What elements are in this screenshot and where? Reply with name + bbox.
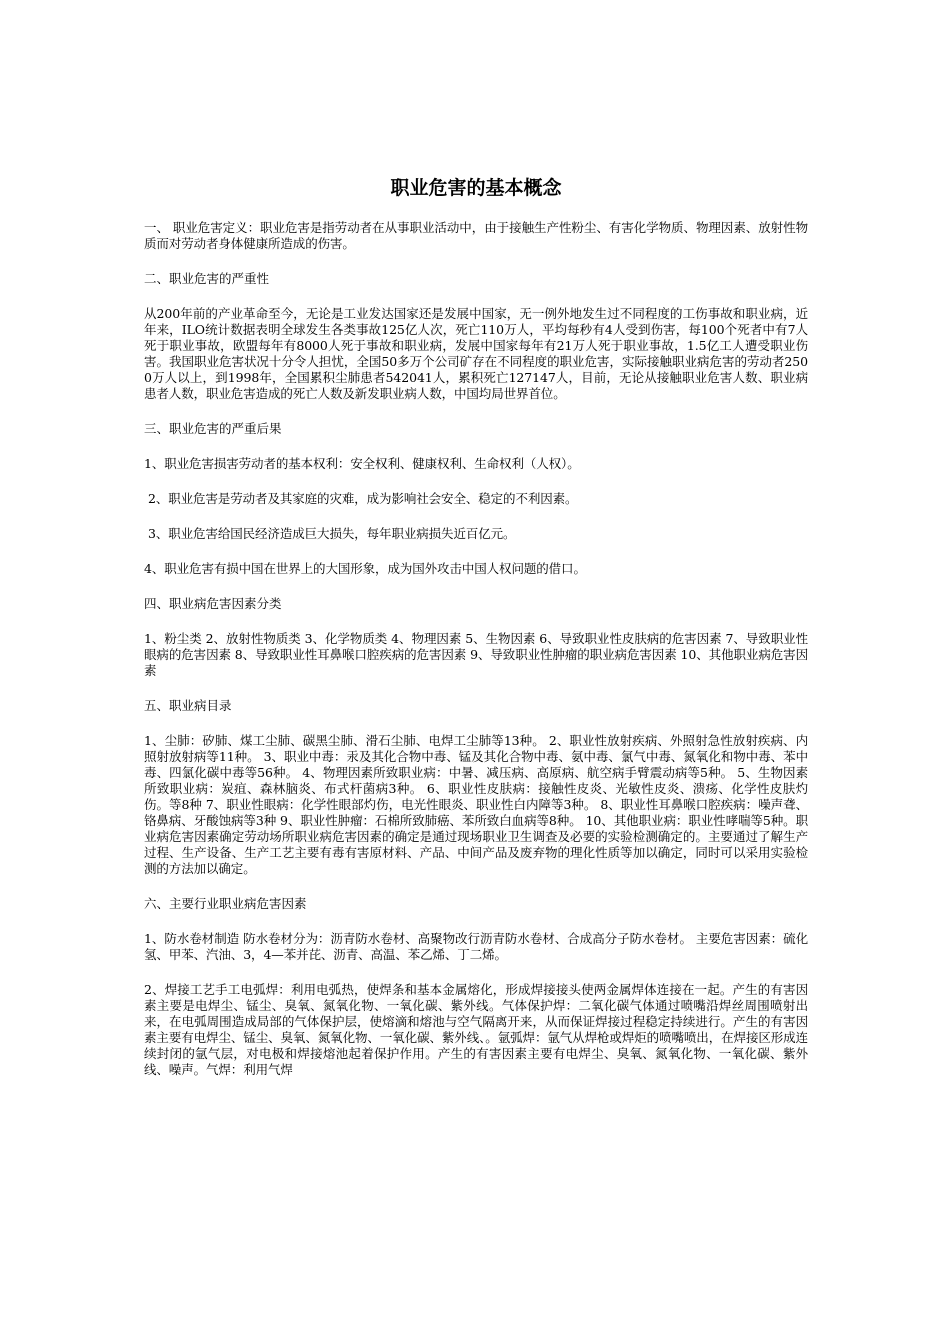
section-heading-severity: 二、职业危害的严重性 <box>144 271 270 286</box>
consequence-item-2: 2、职业危害是劳动者及其家庭的灾难，成为影响社会安全、稳定的不利因素。 <box>148 491 578 506</box>
catalog-paragraph: 1、尘肺：矽肺、煤工尘肺、碳黑尘肺、滑石尘肺、电焊工尘肺等13种。 2、职业性放射疾病、外照射急性放射疾病、内照射放射病等11种。 3、职业中毒：汞及其化合物中毒、锰及其化合物中毒、氨中毒、氯气中毒、氮氧化和物中毒、苯中毒、四氯化碳中毒等56种。 4、物理因素所致职业病：中暑、减压病、高原病、航空病手臂震动病等5种。 5、生物因素所致职业病：炭疽、森林脑炎、布式杆菌病3种。 6、职业性皮肤病：接触性皮炎、光敏性皮炎、溃疡、化学性皮肤灼伤。等8种 7、职业性眼病：化学性眼部灼伤，电光性眼炎、职业性白内障等3种。 8、职业性耳鼻喉口腔疾病：噪声聋、铬鼻病、牙酸蚀病等3种 9、职业性肿瘤：石棉所致肺癌、苯所致白血病等8种。 10、其他职业病：职业性哮喘等5种。职业病危害因素确定劳动场所职业病危害因素的确定是通过现场职业卫生调查及必要的实验检测确定的。主要通过了解生产过程、生产设备、生产工艺主要有毒有害原材料、产品、中间产品及废弃物的理化性质等加以确定，同时可以采用实验检测的方法加以确定。 <box>144 733 808 876</box>
industry-item-1: 1、防水卷材制造 防水卷材分为：沥青防水卷材、高聚物改行沥青防水卷材、合成高分子防水卷材。 主要危害因素：硫化氢、甲苯、汽油、3，4—苯并芘、沥青、高温、苯乙烯、丁二烯。 <box>144 931 808 962</box>
section-heading-consequences: 三、职业危害的严重后果 <box>144 421 282 436</box>
consequence-item-1: 1、职业危害损害劳动者的基本权利：安全权利、健康权利、生命权利（人权）。 <box>144 456 580 471</box>
section-heading-classification: 四、职业病危害因素分类 <box>144 596 282 611</box>
consequence-item-4: 4、职业危害有损中国在世界上的大国形象，成为国外攻击中国人权问题的借口。 <box>144 561 586 576</box>
section-heading-industries: 六、主要行业职业病危害因素 <box>144 896 307 911</box>
severity-paragraph: 从200年前的产业革命至今，无论是工业发达国家还是发展中国家，无一例外地发生过不同程度的工伤事故和职业病，近年来，ILO统计数据表明全球发生各类事故125亿人次，死亡110万人，平均每秒有4人受到伤害，每100个死者中有7人死于职业事故，欧盟每年有8000人死于事故和职业病，发展中国家每年有21万人死于职业事故，1.5亿工人遭受职业伤害。我国职业危害状况十分令人担忧，全国50多万个公司矿存在不同程度的职业危害，实际接触职业病危害的劳动者2500万人以上，到1998年，全国累积尘肺患者542041人，累积死亡127147人，目前，无论从接触职业危害人数、职业病患者人数，职业危害造成的死亡人数及新发职业病人数，中国均局世界首位。 <box>144 306 808 401</box>
classification-paragraph: 1、粉尘类 2、放射性物质类 3、化学物质类 4、物理因素 5、生物因素 6、导致职业性皮肤病的危害因素 7、导致职业性眼病的危害因素 8、导致职业性耳鼻喉口腔疾病的危害因素 9、导致职业性肿瘤的职业病危害因素 10、其他职业病危害因素 <box>144 631 808 678</box>
industry-item-2: 2、焊接工艺手工电弧焊：利用电弧热，使焊条和基本金属熔化，形成焊接接头使两金属焊体连接在一起。产生的有害因素主要是电焊尘、锰尘、臭氧、氮氧化物、一氧化碳、紫外线。气体保护焊：二氧化碳气体通过喷嘴沿焊丝周围喷射出来，在电弧周围造成局部的气体保护层，使熔滴和熔池与空气隔离开来，从而保证焊接过程稳定持续进行。产生的有害因素主要有电焊尘、锰尘、臭氧、氮氧化物、一氧化碳、紫外线、。氩弧焊：氩气从焊枪或焊炬的喷嘴喷出，在焊接区形成连续封闭的氩气层，对电极和焊接熔池起着保护作用。产生的有害因素主要有电焊尘、臭氧、氮氧化物、一氧化碳、紫外线、噪声。气焊：利用气焊 <box>144 982 808 1077</box>
document-title: 职业危害的基本概念 <box>390 177 562 199</box>
document-page <box>144 176 808 1097</box>
definition-paragraph: 一、 职业危害定义：职业危害是指劳动者在从事职业活动中，由于接触生产性粉尘、有害化学物质、物理因素、放射性物质而对劳动者身体健康所造成的伤害。 <box>144 220 808 251</box>
consequence-item-3: 3、职业危害给国民经济造成巨大损失，每年职业病损失近百亿元。 <box>148 526 516 541</box>
section-heading-catalog: 五、职业病目录 <box>144 698 232 713</box>
